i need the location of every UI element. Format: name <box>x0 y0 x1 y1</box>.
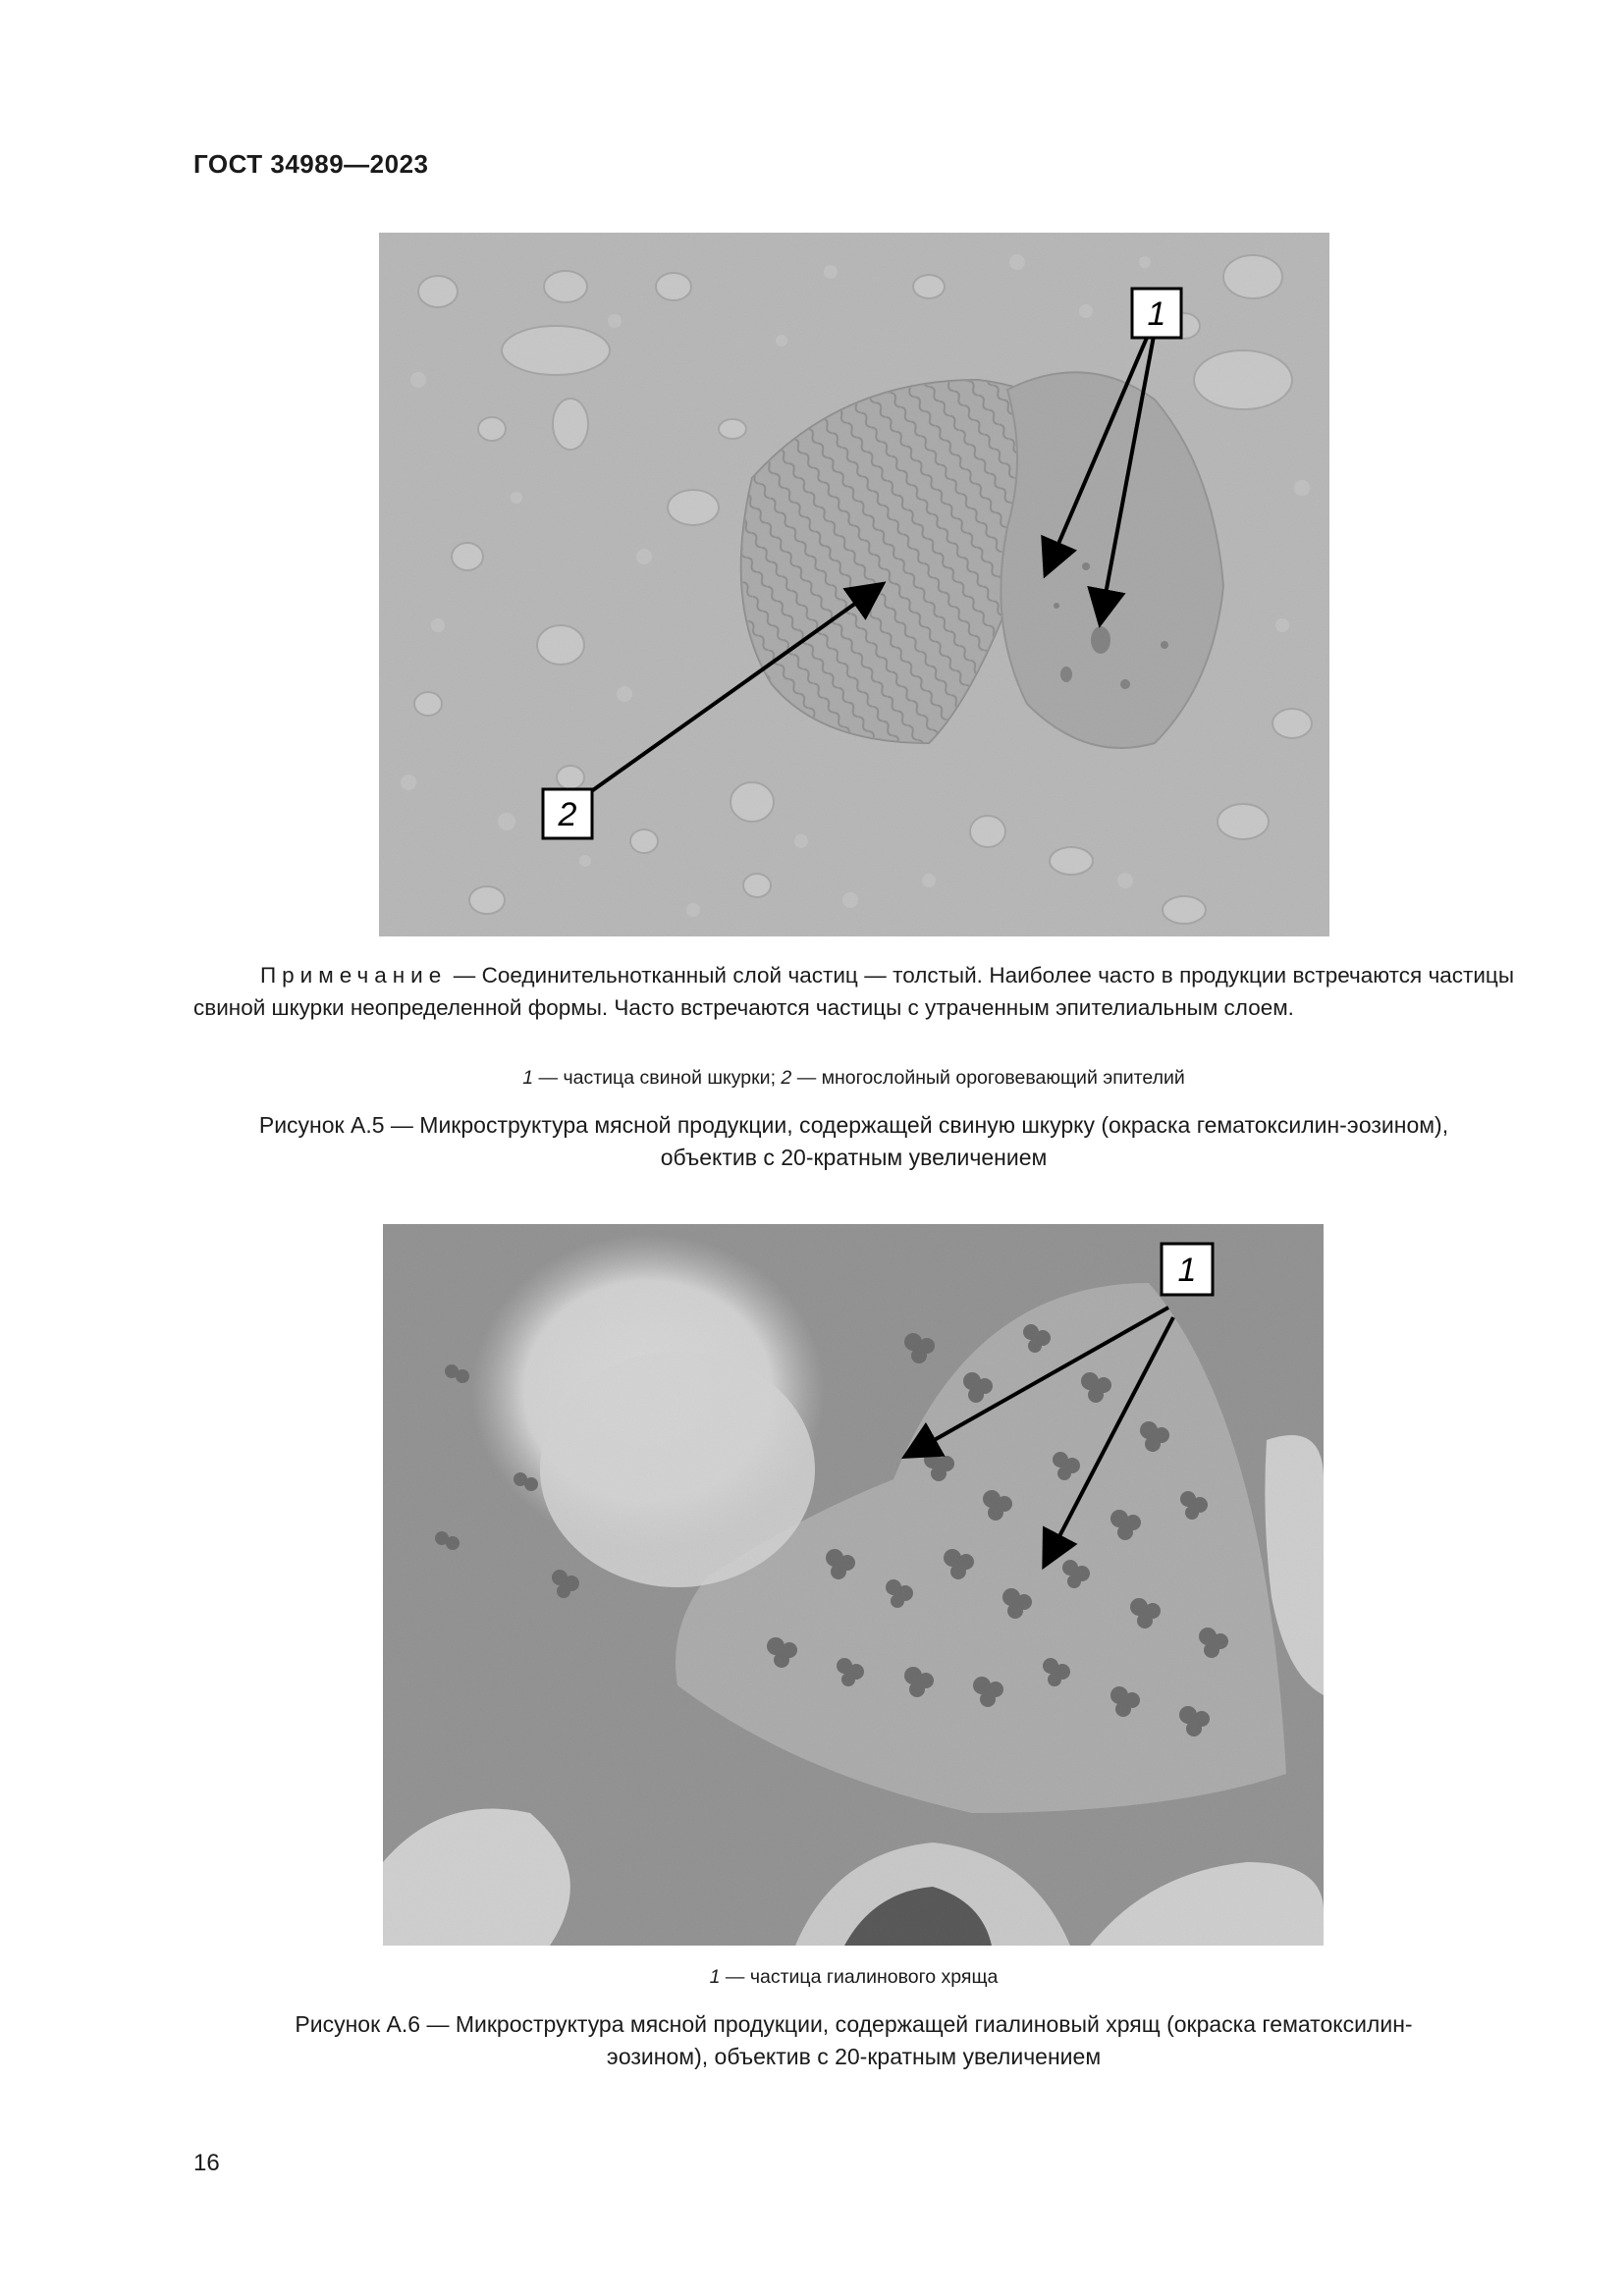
callout-label-1: 1 <box>1177 1252 1197 1289</box>
micrograph-a5-drawing <box>379 233 1329 936</box>
callout-box-1 <box>1162 1244 1213 1295</box>
micrograph-a6-drawing <box>383 1224 1324 1946</box>
figure-a5-caption-line1: Рисунок А.5 — Микроструктура мясной продукции, содержащей свиную шкурку (окраска гематоксилин-эозином), <box>258 1112 1449 1138</box>
micrograph-pork-skin <box>379 233 1329 936</box>
figure-a6-caption <box>193 2008 1514 2073</box>
legend-number-1: 1 <box>709 1966 721 1988</box>
micrograph-hyaline-cartilage <box>383 1224 1324 1946</box>
note-label: Примечание <box>260 963 448 988</box>
page-number: 16 <box>193 2150 220 2176</box>
figure-a5-legend <box>193 1067 1514 1090</box>
legend-number-2: 2 <box>781 1067 792 1089</box>
figure-a5-note <box>193 959 1514 1024</box>
figure-a6-caption-line1: Рисунок А.6 — Микроструктура мясной продукции, содержащей гиалиновый хрящ (окраска гематоксилин- <box>295 2011 1413 2037</box>
callout-label-1: 1 <box>1147 295 1166 333</box>
legend-text-2: — многослойный ороговевающий эпителий <box>796 1067 1185 1089</box>
figure-a6-caption-line2: эозином), объектив с 20-кратным увеличением <box>606 2044 1102 2069</box>
document-code-header: ГОСТ 34989—2023 <box>193 149 429 179</box>
legend-number-1: 1 <box>522 1067 534 1089</box>
figure-a6-legend <box>193 1966 1514 1989</box>
callout-box-2 <box>543 789 592 838</box>
legend-text-1: — частица гиалинового хряща <box>725 1966 999 1988</box>
callout-box-1 <box>1132 289 1181 338</box>
legend-text-1: — частица свиной шкурки; <box>538 1067 776 1089</box>
note-text: — Соединительнотканный слой частиц — толстый. Наиболее часто в продукции встречаются частицы свиной шкурки неопределенной формы. Часто встречаются частицы с утраченным эпителиальным слоем. <box>193 963 1514 1020</box>
callout-label-2: 2 <box>558 796 577 833</box>
figure-a5-caption-line2: объектив с 20-кратным увеличением <box>660 1145 1048 1170</box>
figure-a5-caption <box>193 1109 1514 1174</box>
